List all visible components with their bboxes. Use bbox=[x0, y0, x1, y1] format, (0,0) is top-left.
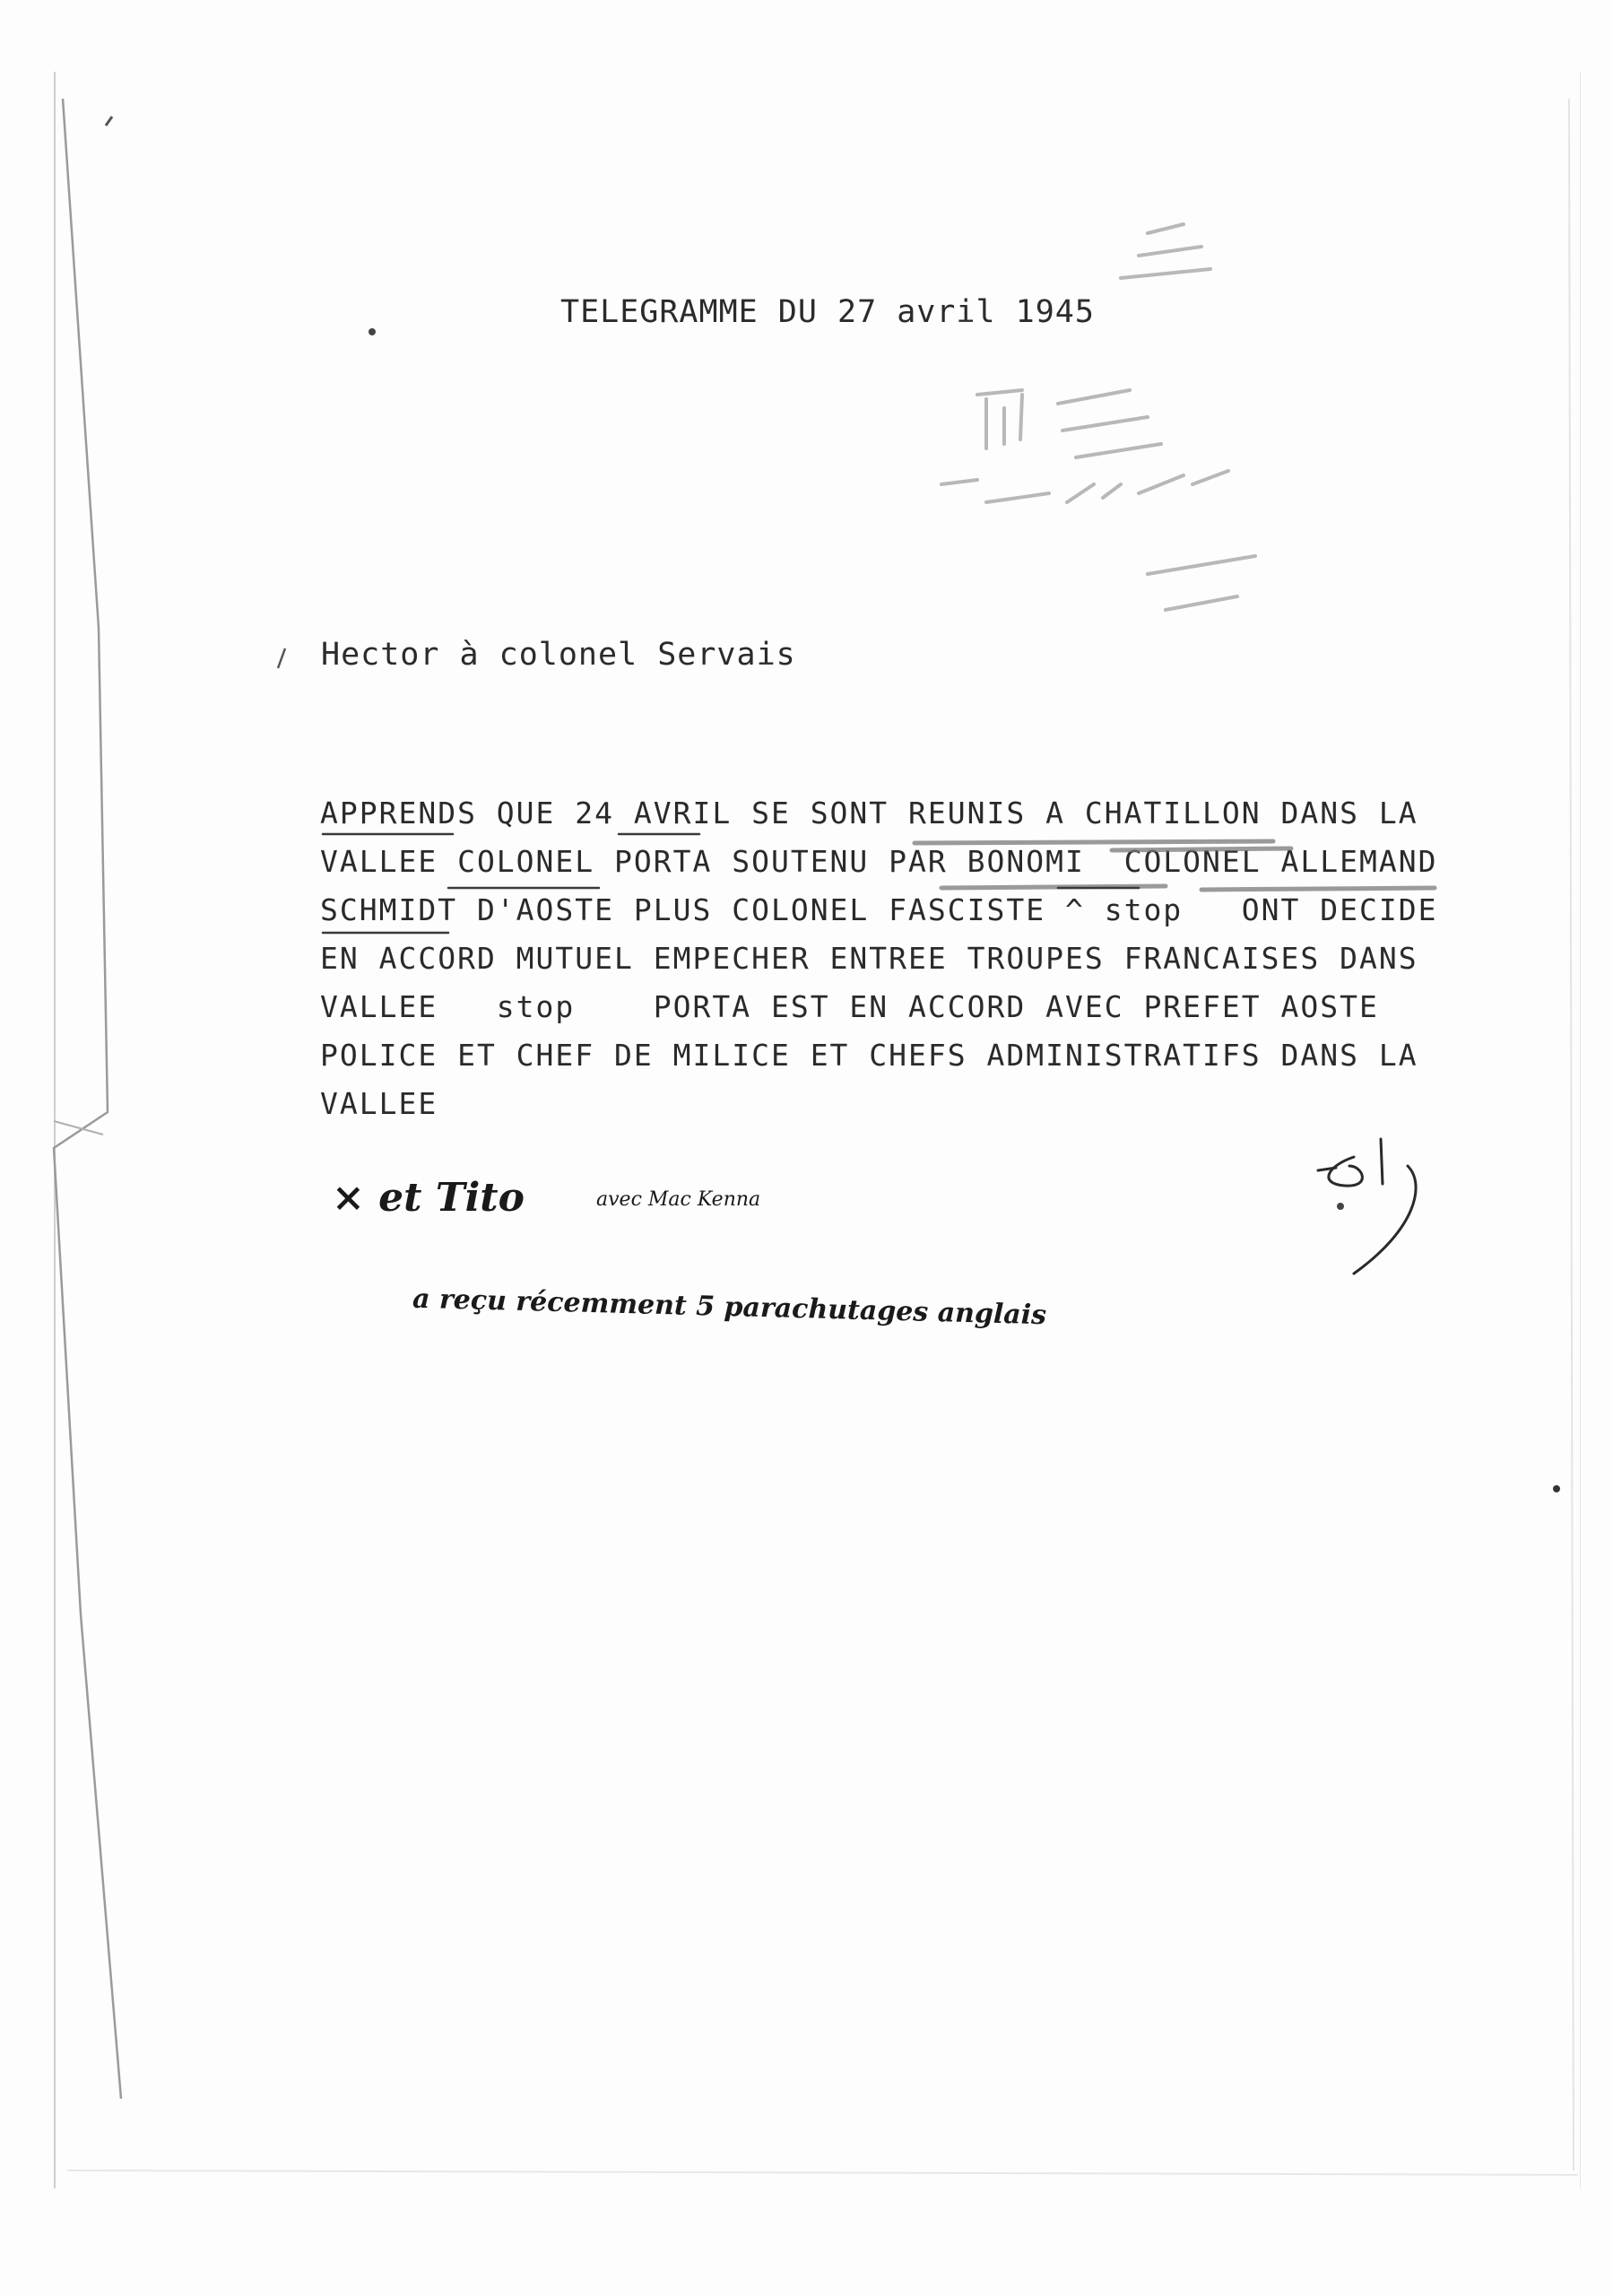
body-line: SCHMIDT D'AOSTE PLUS COLONEL FASCISTE ^ stop ONT DECIDE bbox=[320, 892, 1438, 927]
body-line: VALLEE stop PORTA EST EN ACCORD AVEC PREFET AOSTE bbox=[320, 989, 1379, 1024]
body-line: POLICE ET CHEF DE MILICE ET CHEFS ADMINISTRATIFS DANS LA bbox=[320, 1038, 1418, 1073]
handwritten-signature bbox=[1300, 1130, 1461, 1292]
body-line: VALLEE COLONEL PORTA SOUTENU PAR BONOMI COLONEL ALLEMAND bbox=[320, 844, 1438, 879]
handwritten-note-parachutages: a reçu récemment 5 parachutages anglais bbox=[412, 1283, 1047, 1332]
body-line: EN ACCORD MUTUEL EMPECHER ENTREE TROUPES FRANCAISES DANS bbox=[320, 941, 1418, 976]
body-line: APPRENDS QUE 24 AVRIL SE SONT REUNIS A CHATILLON DANS LA bbox=[320, 796, 1418, 831]
handwritten-note-kenna: avec Mac Kenna bbox=[596, 1188, 761, 1211]
telegram-title: TELEGRAMME DU 27 avril 1945 bbox=[560, 294, 1095, 330]
addressee-line: Hector à colonel Servais bbox=[321, 637, 796, 673]
body-line: VALLEE bbox=[320, 1086, 438, 1121]
handwritten-note-tito: × et Tito bbox=[332, 1175, 525, 1221]
